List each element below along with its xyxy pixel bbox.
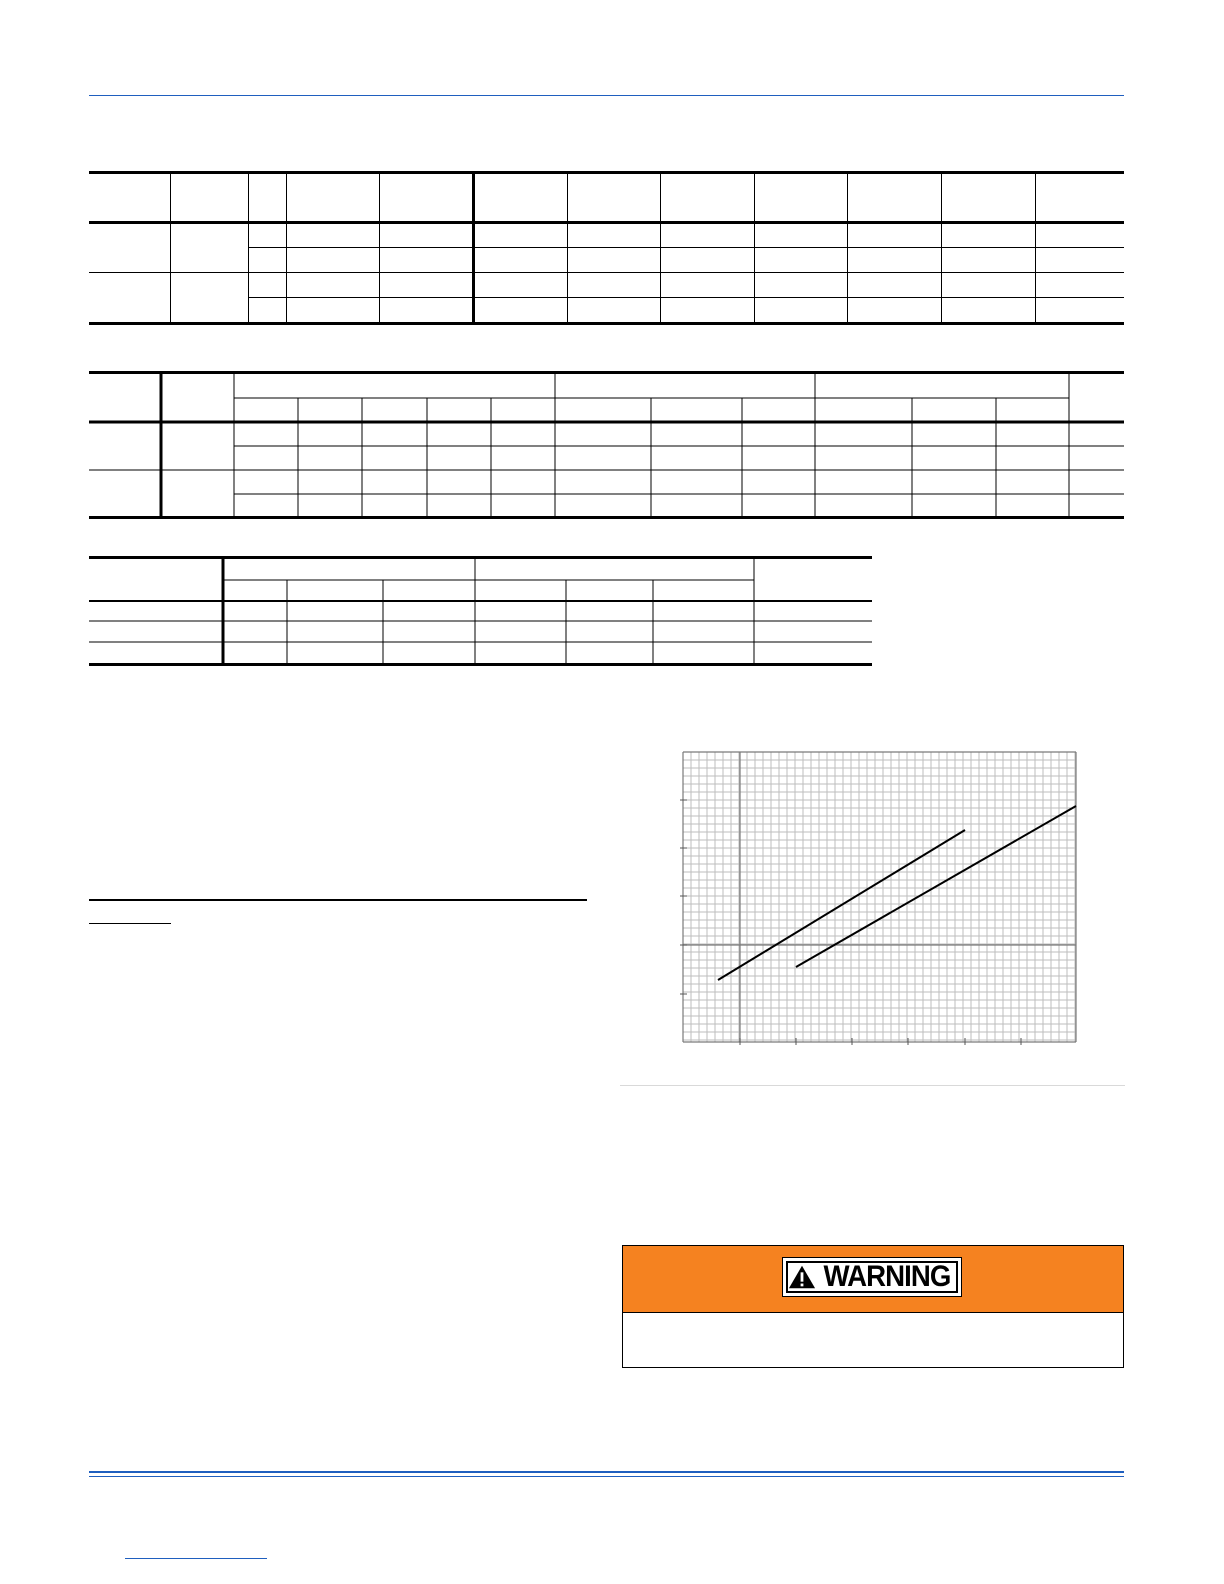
warning-band [623, 1246, 1123, 1313]
table-row [89, 222, 1124, 247]
table-3-lines [89, 559, 872, 663]
section-rule [89, 899, 587, 901]
graph-major-grid [680, 752, 1076, 1045]
footer-rule-bottom [89, 1476, 1124, 1477]
footer-rule-top [89, 1471, 1124, 1473]
graph-minor-grid [683, 752, 1076, 1042]
table-row [89, 297, 1124, 322]
line-graph [678, 748, 1080, 1048]
table-row [89, 272, 1124, 297]
table-2 [89, 371, 1124, 519]
table-1 [89, 171, 1124, 325]
graph-series-2 [796, 806, 1076, 967]
warning-text: WARNING [823, 1260, 951, 1293]
footer-link-underline [125, 1558, 267, 1559]
header-rule [89, 95, 1124, 96]
warning-box [622, 1245, 1124, 1368]
table-row [89, 247, 1124, 272]
table-3 [89, 556, 872, 666]
warning-label [782, 1257, 962, 1297]
warning-triangle-icon [788, 1264, 816, 1290]
table-2-lines [89, 374, 1124, 516]
table-row [89, 174, 1124, 222]
figure-rule [620, 1085, 1125, 1086]
section-heading-underline [89, 923, 171, 924]
